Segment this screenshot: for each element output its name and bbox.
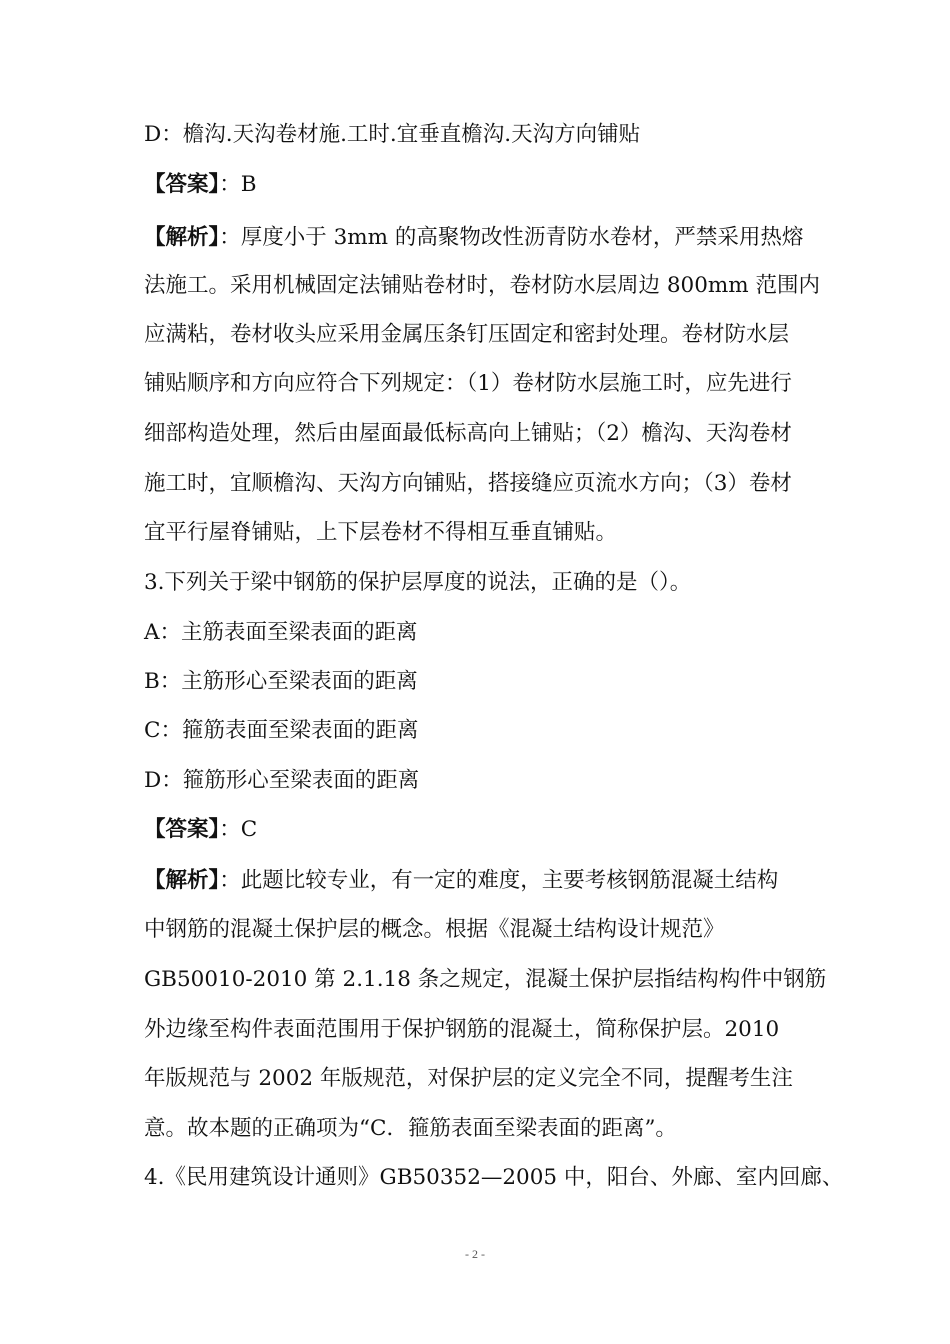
answer-tag: 【答案】 [144,817,220,842]
analysis-tag: 【解析】 [144,868,220,893]
q3-option-a: A：主筋表面至梁表面的距离 [144,620,418,645]
q3-analysis-line: 年版规范与 2002 年版规范，对保护层的定义完全不同，提醒考生注 [144,1066,793,1091]
q2-analysis-line: 细部构造处理，然后由屋面最低标高向上铺贴；（2）檐沟、天沟卷材 [144,421,792,446]
analysis-text: ：此题比较专业，有一定的难度，主要考核钢筋混凝土结构 [219,868,779,893]
q2-analysis-line: 铺贴顺序和方向应符合下列规定：（1）卷材防水层施工时，应先进行 [144,371,792,396]
answer-text: ：B [219,172,257,197]
q2-option-d: D：檐沟.天沟卷材施.工时.宜垂直檐沟.天沟方向铺贴 [144,122,641,147]
analysis-tag: 【解析】 [144,225,220,250]
q3-analysis-line: GB50010-2010 第 2.1.18 条之规定，混凝土保护层指结构构件中钢筋 [144,967,827,992]
q3-answer [144,815,950,845]
q3-analysis-line [144,866,950,896]
q4-question: 4.《民用建筑设计通则》GB50352—2005 中，阳台、外廊、室内回廊、 [144,1165,844,1190]
q3-option-b: B：主筋形心至梁表面的距离 [144,669,418,694]
answer-text: ：C [219,817,258,842]
answer-tag: 【答案】 [144,172,220,197]
q3-option-d: D：箍筋形心至梁表面的距离 [144,768,420,793]
q3-analysis-line: 中钢筋的混凝土保护层的概念。根据《混凝土结构设计规范》 [144,917,725,942]
q2-analysis-line: 应满粘，卷材收头应采用金属压条钉压固定和密封处理。卷材防水层 [144,322,790,347]
q2-answer [144,170,950,200]
q2-analysis-line [144,223,950,253]
q3-question: 3.下列关于梁中钢筋的保护层厚度的说法，正确的是（）。 [144,570,692,595]
q3-analysis-line: 外边缘至构件表面范围用于保护钢筋的混凝土，简称保护层。2010 [144,1017,780,1042]
q2-analysis-line: 法施工。采用机械固定法铺贴卷材时，卷材防水层周边 800mm 范围内 [144,273,820,298]
q3-analysis-line: 意。故本题的正确项为“C．箍筋表面至梁表面的距离”。 [144,1116,677,1141]
q2-analysis-line: 宜平行屋脊铺贴，上下层卷材不得相互垂直铺贴。 [144,520,618,545]
q2-analysis-line: 施工时，宜顺檐沟、天沟方向铺贴，搭接缝应页流水方向；（3）卷材 [144,471,792,496]
analysis-text: ：厚度小于 3mm 的高聚物改性沥青防水卷材，严禁采用热熔 [219,225,804,250]
q3-option-c: C：箍筋表面至梁表面的距离 [144,718,419,743]
page-number: - 2 - [465,1247,485,1261]
